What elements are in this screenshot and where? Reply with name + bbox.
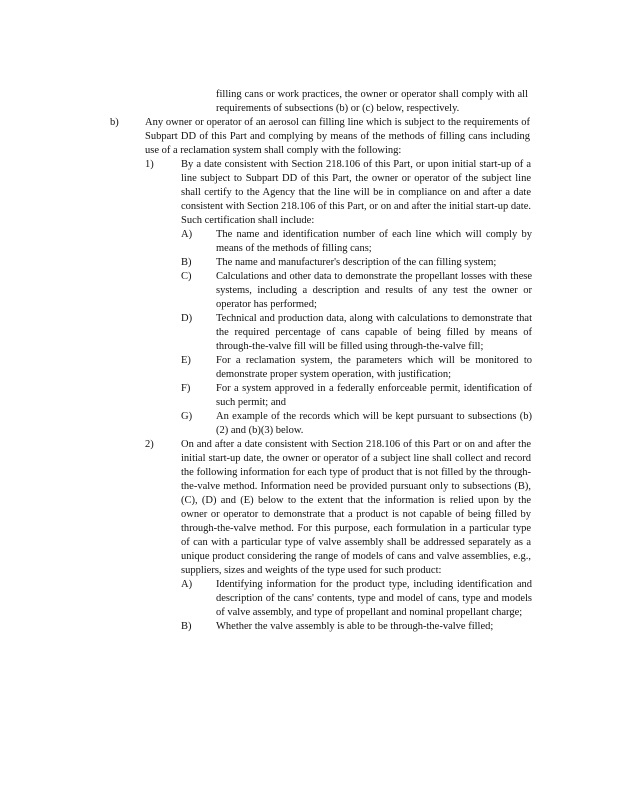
subitem-label: E) [181,355,191,366]
item-1 [0,158,618,228]
item-1-subitem-f [0,382,618,410]
item-1-subitem-d [0,312,618,354]
section-b [0,116,618,158]
subitem-text: For a system approved in a federally enforceable permit, identification of such permit; and [216,383,532,408]
item-1-subitem-g [0,410,618,438]
subitem-text: Calculations and other data to demonstrate the propellant losses with these systems, including a description and results of any test the owner or operator has performed; [216,271,532,310]
item-1-text: By a date consistent with Section 218.106 of this Part, or upon initial start-up of a line subject to Subpart DD of this Part, the owner or operator of the subject line shall certify to the Agency that the line will be in compliance on and after a date consistent with Section 218.106 of this Part, or on and after the initial start-up date. Such certification shall include: [181,159,531,226]
item-2-subitem-a [0,578,618,620]
subitem-label: B) [181,621,192,632]
document-page [0,88,618,634]
subitem-label: A) [181,229,193,240]
item-2-subitem-b [0,620,618,634]
item-2 [0,438,618,578]
subitem-text: Technical and production data, along with calculations to demonstrate that the required percentage of cans capable of being filled by means of through-the-valve fill will be filled using through-the-valve fill; [216,313,532,352]
item-2-label: 2) [145,439,154,450]
subitem-text: Whether the valve assembly is able to be through-the-valve filled; [216,621,494,632]
item-1-label: 1) [145,159,154,170]
continuation-paragraph [0,88,618,116]
item-1-subitem-a [0,228,618,256]
section-b-label: b) [110,117,119,128]
subitem-label: C) [181,271,192,282]
section-b-text: Any owner or operator of an aerosol can filling line which is subject to the requirements of Subpart DD of this Part and complying by means of the methods of filling cans including use of a reclamation system shall comply with the following: [145,117,530,156]
subitem-text: Identifying information for the product type, including identification and description of the cans' contents, type and model of cans, type and models of valve assembly, and type of propellant and nominal propellant charge; [216,579,532,618]
subitem-label: A) [181,579,193,590]
item-2-text: On and after a date consistent with Section 218.106 of this Part or on and after the initial start-up date, the owner or operator of a subject line shall collect and record the following information for each type of product that is not filled by the through-the-valve method. Information need be provided pursuant only to subsections (B), (C), (D) and (E) below to the extent that the information is relied upon by the owner or operator to demonstrate that a product is not capable of being filled by through-the-valve method. For this purpose, each formulation in a particular type of can with a particular type of valve assembly shall be addressed separately as a unique product considering the range of models of cans and valve assemblies, e.g., suppliers, sizes and weights of the type used for such product: [181,439,531,576]
subitem-label: G) [181,411,193,422]
continuation-text: filling cans or work practices, the owner or operator shall comply with all requirements of subsections (b) or (c) below, respectively. [216,89,528,114]
subitem-text: An example of the records which will be kept pursuant to subsections (b)(2) and (b)(3) below. [216,411,532,436]
item-1-subitem-c [0,270,618,312]
item-1-subitem-e [0,354,618,382]
subitem-text: The name and manufacturer's description of the can filling system; [216,257,497,268]
subitem-label: F) [181,383,191,394]
subitem-text: The name and identification number of each line which will comply by means of the methods of filling cans; [216,229,532,254]
subitem-label: B) [181,257,192,268]
item-1-subitem-b [0,256,618,270]
subitem-text: For a reclamation system, the parameters which will be monitored to demonstrate proper system operation, with justification; [216,355,532,380]
subitem-label: D) [181,313,193,324]
